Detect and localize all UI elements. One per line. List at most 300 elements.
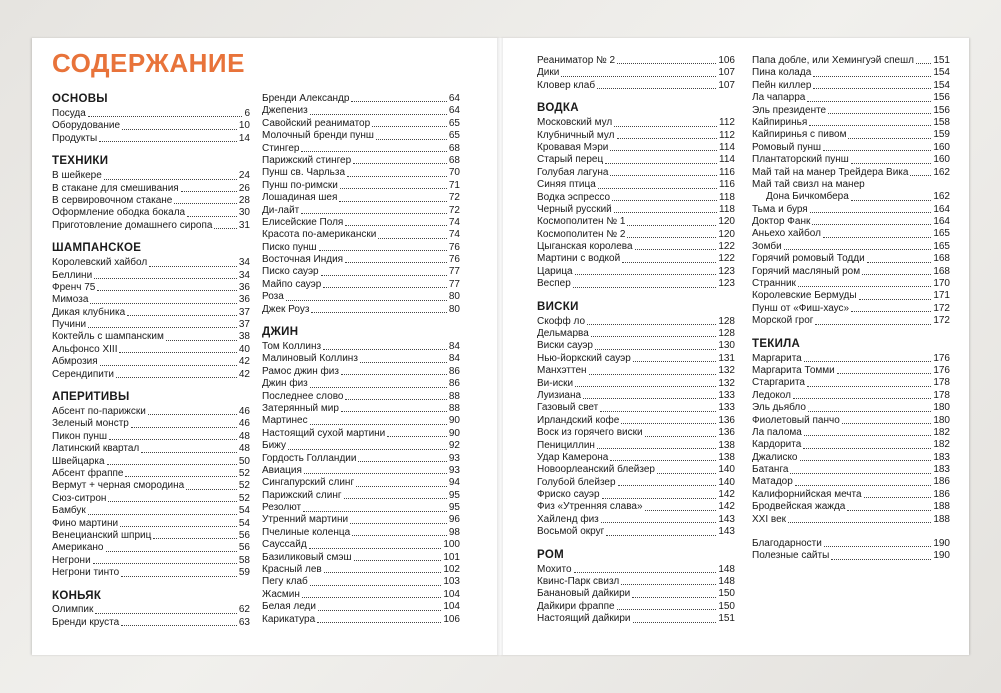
dot-leader xyxy=(181,190,237,192)
toc-entry[interactable] xyxy=(262,576,460,588)
toc-entry[interactable] xyxy=(752,464,950,476)
toc-entry-page: 138 xyxy=(718,439,735,451)
toc-entry[interactable] xyxy=(752,167,950,179)
toc-entry[interactable] xyxy=(752,278,950,290)
toc-entry[interactable] xyxy=(262,539,460,551)
toc-entry[interactable] xyxy=(52,120,250,132)
toc-entry-title: Фиолетовый панчо xyxy=(752,414,840,426)
toc-entry[interactable] xyxy=(537,154,735,166)
toc-entry-title: Королевские Бермуды xyxy=(752,290,857,302)
dot-leader xyxy=(627,224,716,226)
toc-entry[interactable] xyxy=(52,344,250,356)
section-heading: ВИСКИ xyxy=(537,300,579,313)
toc-entry-title: Джепениз xyxy=(262,105,308,117)
toc-entry-page: 96 xyxy=(448,514,460,526)
dot-leader xyxy=(345,224,447,226)
toc-entry-page: 42 xyxy=(238,368,250,380)
toc-entry-page: 160 xyxy=(933,154,950,166)
toc-entry[interactable] xyxy=(537,278,735,290)
toc-entry[interactable] xyxy=(262,192,460,204)
dot-leader xyxy=(93,562,237,564)
toc-entry[interactable] xyxy=(262,155,460,167)
toc-entry[interactable] xyxy=(752,241,950,253)
toc-entry-page: 56 xyxy=(238,529,250,541)
toc-entry[interactable] xyxy=(262,589,460,601)
toc-entry[interactable] xyxy=(752,179,950,191)
toc-entry[interactable] xyxy=(537,204,735,216)
toc-entry-page: 131 xyxy=(718,352,735,364)
toc-entry-title: Серендипити xyxy=(52,368,115,380)
toc-entry[interactable] xyxy=(752,452,950,464)
toc-entry[interactable] xyxy=(262,527,460,539)
toc-entry[interactable] xyxy=(537,489,735,501)
toc-entry-page: 165 xyxy=(933,240,950,252)
toc-entry[interactable] xyxy=(752,216,950,228)
toc-entry[interactable] xyxy=(537,192,735,204)
toc-entry[interactable] xyxy=(537,142,735,154)
toc-entry[interactable] xyxy=(52,493,250,505)
toc-entry-title: Пчелиные коленца xyxy=(262,526,351,538)
toc-entry[interactable] xyxy=(537,328,735,340)
toc-entry[interactable] xyxy=(52,133,250,145)
toc-entry[interactable] xyxy=(752,142,950,154)
toc-entry-title: Кайпиринья с пивом xyxy=(752,129,847,141)
toc-entry-title: Морской грог xyxy=(752,315,814,327)
toc-entry[interactable] xyxy=(752,427,950,439)
toc-entry[interactable] xyxy=(752,390,950,402)
toc-entry-title: Сауссайд xyxy=(262,539,307,551)
toc-entry[interactable] xyxy=(537,440,735,452)
toc-entry[interactable] xyxy=(262,143,460,155)
toc-entry[interactable] xyxy=(262,266,460,278)
toc-entry-page: 68 xyxy=(448,154,460,166)
toc-entry[interactable] xyxy=(752,402,950,414)
toc-entry-title: Продукты xyxy=(52,132,98,144)
toc-entry[interactable] xyxy=(52,456,250,468)
dot-leader xyxy=(859,298,932,300)
toc-entry-page: 188 xyxy=(933,513,950,525)
toc-entry[interactable] xyxy=(52,331,250,343)
dot-leader xyxy=(798,285,931,287)
dot-leader xyxy=(605,162,717,164)
toc-entry-title: Маргарита xyxy=(752,352,802,364)
toc-entry[interactable] xyxy=(752,377,950,389)
toc-entry-page: 54 xyxy=(238,517,250,529)
toc-entry[interactable] xyxy=(752,204,950,216)
toc-entry[interactable] xyxy=(752,117,950,129)
toc-entry[interactable] xyxy=(52,518,250,530)
toc-entry[interactable] xyxy=(752,191,950,203)
toc-entry[interactable] xyxy=(752,415,950,427)
toc-entry[interactable] xyxy=(537,55,735,67)
dot-leader xyxy=(301,212,447,214)
toc-entry[interactable] xyxy=(752,266,950,278)
toc-entry-title: Калифорнийская мечта xyxy=(752,488,862,500)
toc-entry[interactable] xyxy=(537,452,735,464)
toc-entry[interactable] xyxy=(537,130,735,142)
toc-entry[interactable] xyxy=(52,505,250,517)
toc-entry-page: 172 xyxy=(933,302,950,314)
toc-column-3 xyxy=(537,55,735,626)
toc-entry-page: 98 xyxy=(448,526,460,538)
toc-entry[interactable] xyxy=(752,538,950,550)
toc-entry[interactable] xyxy=(537,80,735,92)
toc-entry-page: 162 xyxy=(933,191,950,203)
toc-entry-page: 136 xyxy=(718,414,735,426)
toc-entry[interactable] xyxy=(537,415,735,427)
toc-column-2 xyxy=(262,93,460,626)
toc-entry[interactable] xyxy=(752,501,950,513)
toc-entry-page: 46 xyxy=(238,406,250,418)
toc-entry[interactable] xyxy=(262,93,460,105)
dot-leader xyxy=(595,348,716,350)
toc-entry[interactable] xyxy=(262,601,460,613)
toc-entry-title: Кардорита xyxy=(752,439,802,451)
toc-entry[interactable] xyxy=(262,217,460,229)
toc-entry[interactable] xyxy=(52,195,250,207)
toc-entry-page: 72 xyxy=(448,192,460,204)
toc-entry[interactable] xyxy=(752,315,950,327)
toc-entry[interactable] xyxy=(52,369,250,381)
toc-entry[interactable] xyxy=(262,453,460,465)
toc-entry-page: 58 xyxy=(238,554,250,566)
toc-entry[interactable] xyxy=(262,105,460,117)
toc-entry[interactable] xyxy=(537,601,735,613)
dot-leader xyxy=(803,447,931,449)
toc-entry-title: Затерянный мир xyxy=(262,402,339,414)
toc-entry[interactable] xyxy=(52,356,250,368)
toc-entry[interactable] xyxy=(752,154,950,166)
dot-leader xyxy=(88,326,237,328)
dot-leader xyxy=(614,211,717,213)
toc-entry[interactable] xyxy=(752,253,950,265)
toc-entry-page: 178 xyxy=(933,389,950,401)
dot-leader xyxy=(88,115,243,117)
toc-entry-title: Эль дьябло xyxy=(752,402,806,414)
toc-entry[interactable] xyxy=(537,477,735,489)
toc-entry-page: 52 xyxy=(238,492,250,504)
toc-entry-page: 148 xyxy=(718,563,735,575)
toc-entry-page: 171 xyxy=(933,290,950,302)
dot-leader xyxy=(597,447,716,449)
toc-entry-page: 138 xyxy=(718,451,735,463)
toc-entry[interactable] xyxy=(262,167,460,179)
dot-leader xyxy=(627,236,716,238)
toc-entry[interactable] xyxy=(262,341,460,353)
toc-entry-title: Полезные сайты xyxy=(752,550,830,562)
toc-entry[interactable] xyxy=(52,431,250,443)
toc-entry-page: 52 xyxy=(238,480,250,492)
toc-entry-title: Клубничный мул xyxy=(537,129,615,141)
toc-entry[interactable] xyxy=(752,303,950,315)
toc-entry-title: Молочный бренди пунш xyxy=(262,130,374,142)
toc-entry[interactable] xyxy=(52,406,250,418)
toc-entry-page: 76 xyxy=(448,254,460,266)
dot-leader xyxy=(341,373,447,375)
toc-entry[interactable] xyxy=(752,353,950,365)
dot-leader xyxy=(617,62,716,64)
toc-entry-title: Красный лев xyxy=(262,564,322,576)
dot-leader xyxy=(831,558,931,560)
toc-entry[interactable] xyxy=(752,489,950,501)
dot-leader xyxy=(310,386,447,388)
toc-entry-title: Резолют xyxy=(262,502,302,514)
dot-leader xyxy=(378,237,447,239)
toc-entry[interactable] xyxy=(752,514,950,526)
toc-entry-title: Странник xyxy=(752,278,796,290)
dot-leader xyxy=(214,227,236,229)
dot-leader xyxy=(633,621,717,623)
toc-entry[interactable] xyxy=(52,307,250,319)
toc-entry[interactable] xyxy=(537,241,735,253)
toc-entry[interactable] xyxy=(52,319,250,331)
toc-entry-page: 140 xyxy=(718,476,735,488)
toc-entry[interactable] xyxy=(537,402,735,414)
toc-entry-title: Швейцарка xyxy=(52,455,105,467)
toc-entry[interactable] xyxy=(537,464,735,476)
toc-entry-page: 56 xyxy=(238,542,250,554)
dot-leader xyxy=(309,547,442,549)
toc-entry[interactable] xyxy=(262,391,460,403)
dot-leader xyxy=(319,249,447,251)
toc-entry-title: Новоорлеанский блейзер xyxy=(537,464,655,476)
toc-entry[interactable] xyxy=(752,67,950,79)
toc-entry[interactable] xyxy=(537,117,735,129)
toc-entry-title: Жасмин xyxy=(262,588,300,600)
toc-entry[interactable] xyxy=(537,67,735,79)
toc-entry-title: Скофф ло xyxy=(537,315,586,327)
toc-entry[interactable] xyxy=(262,118,460,130)
toc-entry[interactable] xyxy=(752,80,950,92)
toc-entry[interactable] xyxy=(537,353,735,365)
toc-entry[interactable] xyxy=(52,282,250,294)
toc-entry[interactable] xyxy=(262,440,460,452)
toc-entry[interactable] xyxy=(52,418,250,430)
toc-entry-title: Пунш св. Чарльза xyxy=(262,167,346,179)
toc-entry-page: 128 xyxy=(718,315,735,327)
toc-entry-title: Кловер клаб xyxy=(537,79,596,91)
toc-entry[interactable] xyxy=(262,614,460,626)
dot-leader xyxy=(793,397,931,399)
toc-entry[interactable] xyxy=(262,180,460,192)
toc-entry[interactable] xyxy=(52,294,250,306)
toc-entry[interactable] xyxy=(262,254,460,266)
toc-entry[interactable] xyxy=(52,108,250,120)
dot-leader xyxy=(823,149,931,151)
toc-entry[interactable] xyxy=(262,378,460,390)
toc-entry[interactable] xyxy=(537,340,735,352)
toc-entry[interactable] xyxy=(752,129,950,141)
toc-entry-title: Зеленый монстр xyxy=(52,418,129,430)
toc-entry[interactable] xyxy=(537,253,735,265)
toc-entry[interactable] xyxy=(262,279,460,291)
toc-entry[interactable] xyxy=(52,605,250,617)
dot-leader xyxy=(387,435,447,437)
toc-entry-page: 133 xyxy=(718,402,735,414)
toc-entry-page: 46 xyxy=(238,418,250,430)
toc-entry[interactable] xyxy=(537,390,735,402)
toc-entry[interactable] xyxy=(262,291,460,303)
toc-entry[interactable] xyxy=(752,477,950,489)
toc-entry-page: 140 xyxy=(718,464,735,476)
toc-entry[interactable] xyxy=(262,428,460,440)
toc-entry-title: Базиликовый смэш xyxy=(262,551,352,563)
toc-entry[interactable] xyxy=(262,552,460,564)
toc-entry[interactable] xyxy=(52,542,250,554)
toc-entry-page: 183 xyxy=(933,464,950,476)
dot-leader xyxy=(591,335,717,337)
toc-entry-title: Цыганская королева xyxy=(537,241,633,253)
toc-entry[interactable] xyxy=(537,502,735,514)
toc-entry[interactable] xyxy=(52,468,250,480)
toc-entry-title: Мартини с водкой xyxy=(537,253,621,265)
toc-entry[interactable] xyxy=(262,564,460,576)
dot-leader xyxy=(788,521,931,523)
toc-entry[interactable] xyxy=(262,465,460,477)
dot-leader xyxy=(645,435,717,437)
toc-entry-title: Пенициллин xyxy=(537,439,595,451)
dot-leader xyxy=(310,423,447,425)
toc-entry-title: Утренний мартини xyxy=(262,514,349,526)
toc-entry[interactable] xyxy=(52,257,250,269)
toc-entry[interactable] xyxy=(537,576,735,588)
toc-entry-title: Американо xyxy=(52,542,104,554)
toc-entry[interactable] xyxy=(537,179,735,191)
toc-entry[interactable] xyxy=(262,304,460,316)
toc-entry-page: 150 xyxy=(718,600,735,612)
toc-entry-title: Оборудование xyxy=(52,120,121,132)
toc-entry[interactable] xyxy=(52,480,250,492)
toc-entry[interactable] xyxy=(752,105,950,117)
toc-entry-title: Парижский стингер xyxy=(262,154,352,166)
toc-entry-page: 143 xyxy=(718,513,735,525)
toc-entry[interactable] xyxy=(537,514,735,526)
toc-entry-title: Зомби xyxy=(752,240,782,252)
toc-entry[interactable] xyxy=(262,366,460,378)
toc-entry[interactable] xyxy=(537,526,735,538)
dot-leader xyxy=(828,112,931,114)
dot-leader xyxy=(100,364,237,366)
toc-entry[interactable] xyxy=(52,207,250,219)
toc-entry-title: Красота по-американски xyxy=(262,229,377,241)
toc-entry-page: 150 xyxy=(718,588,735,600)
toc-entry[interactable] xyxy=(52,530,250,542)
toc-entry[interactable] xyxy=(262,502,460,514)
toc-entry[interactable] xyxy=(752,228,950,240)
toc-entry[interactable] xyxy=(537,216,735,228)
toc-entry[interactable] xyxy=(752,550,950,562)
toc-entry[interactable] xyxy=(752,92,950,104)
toc-entry[interactable] xyxy=(262,205,460,217)
toc-entry[interactable] xyxy=(262,415,460,427)
dot-leader xyxy=(323,348,447,350)
toc-entry-title: Горячий масляный ром xyxy=(752,265,861,277)
toc-entry[interactable] xyxy=(262,353,460,365)
toc-entry[interactable] xyxy=(52,170,250,182)
toc-entry-page: 95 xyxy=(448,489,460,501)
toc-entry[interactable] xyxy=(262,229,460,241)
toc-entry[interactable] xyxy=(537,266,735,278)
toc-entry[interactable] xyxy=(537,167,735,179)
toc-entry[interactable] xyxy=(537,365,735,377)
dot-leader xyxy=(372,125,447,127)
toc-entry-page: 88 xyxy=(448,390,460,402)
section-heading: ШАМПАНСКОЕ xyxy=(52,242,142,255)
toc-entry-page: 104 xyxy=(443,601,460,613)
toc-entry[interactable] xyxy=(52,270,250,282)
toc-entry-page: 34 xyxy=(238,269,250,281)
dot-leader xyxy=(311,311,446,313)
toc-entry-title: Голубой блейзер xyxy=(537,476,616,488)
toc-entry[interactable] xyxy=(52,443,250,455)
toc-entry[interactable] xyxy=(52,555,250,567)
toc-entry[interactable] xyxy=(537,229,735,241)
toc-entry[interactable] xyxy=(537,613,735,625)
dot-leader xyxy=(120,525,237,527)
dot-leader xyxy=(813,87,931,89)
toc-entry[interactable] xyxy=(262,490,460,502)
dot-leader xyxy=(618,484,717,486)
dot-leader xyxy=(824,545,931,547)
toc-entry-title: Голубая лагуна xyxy=(537,166,609,178)
toc-entry[interactable] xyxy=(537,588,735,600)
toc-entry-title: Малиновый Коллинз xyxy=(262,353,358,365)
dot-leader xyxy=(910,174,931,176)
toc-entry[interactable] xyxy=(52,220,250,232)
toc-entry[interactable] xyxy=(52,567,250,579)
toc-entry[interactable] xyxy=(537,564,735,576)
toc-entry[interactable] xyxy=(262,477,460,489)
dot-leader xyxy=(125,475,236,477)
dot-leader xyxy=(341,410,447,412)
toc-entry-page: 74 xyxy=(448,229,460,241)
toc-entry-page: 116 xyxy=(719,166,735,178)
toc-entry[interactable] xyxy=(262,515,460,527)
dot-leader xyxy=(612,199,717,201)
dot-leader xyxy=(149,265,237,267)
toc-entry[interactable] xyxy=(52,183,250,195)
toc-entry-title: Доктор Фанк xyxy=(752,216,811,228)
section-spacer xyxy=(752,526,950,538)
dot-leader xyxy=(121,624,237,626)
toc-entry-page: 94 xyxy=(448,477,460,489)
toc-entry[interactable] xyxy=(262,403,460,415)
toc-entry[interactable] xyxy=(537,378,735,390)
toc-entry[interactable] xyxy=(262,130,460,142)
toc-entry-page: 104 xyxy=(443,588,460,600)
toc-entry-title: Бижу xyxy=(262,440,286,452)
toc-entry[interactable] xyxy=(752,365,950,377)
toc-entry-page: 64 xyxy=(448,92,460,104)
toc-entry-title: Последнее слово xyxy=(262,390,344,402)
toc-entry-page: 112 xyxy=(719,129,735,141)
toc-entry[interactable] xyxy=(752,55,950,67)
toc-entry[interactable] xyxy=(262,242,460,254)
toc-entry-title: Синяя птица xyxy=(537,179,596,191)
dot-leader xyxy=(310,584,442,586)
toc-entry-title: В стакане для смешивания xyxy=(52,182,179,194)
toc-entry-title: Сингапурский слинг xyxy=(262,477,355,489)
toc-entry[interactable] xyxy=(52,617,250,629)
dot-leader xyxy=(301,150,446,152)
toc-entry-title: Гордость Голландии xyxy=(262,452,357,464)
toc-entry-title: Плантаторский пунш xyxy=(752,154,849,166)
toc-entry[interactable] xyxy=(537,427,735,439)
toc-entry[interactable] xyxy=(752,439,950,451)
dot-leader xyxy=(303,510,447,512)
toc-entry[interactable] xyxy=(752,290,950,302)
toc-entry[interactable] xyxy=(537,316,735,328)
